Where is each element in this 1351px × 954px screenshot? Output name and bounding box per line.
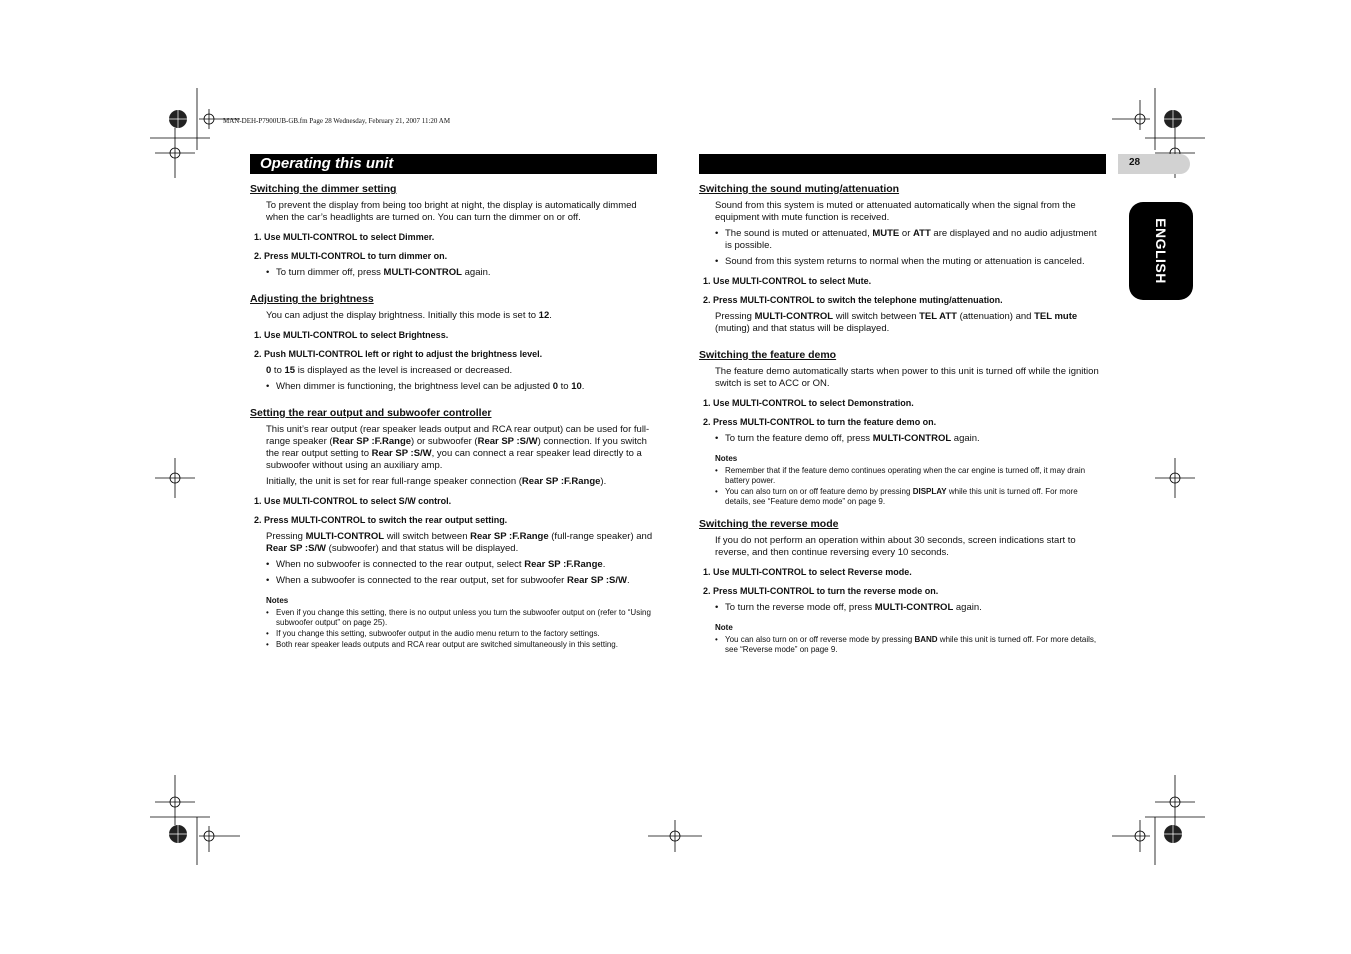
right-header-bar	[699, 154, 1106, 174]
mute-intro: Sound from this system is muted or attenuated automatically when the signal from the equipment with mute function is received.	[715, 200, 1076, 223]
rear-step-2: 2. Press MULTI-CONTROL to switch the rear output setting.	[254, 515, 508, 525]
mute-bullet-2: • Sound from this system returns to normal when the muting or attenuation is canceled.	[715, 256, 1101, 268]
dimmer-intro: To prevent the display from being too bright at night, the display is automatically dimmed when the car’s headlights are turned on. You can turn the dimmer on or off.	[266, 200, 637, 223]
rear-heading: Setting the rear output and subwoofer controller	[250, 407, 492, 419]
brightness-intro: You can adjust the display brightness. Initially this mode is set to 12.	[266, 310, 552, 321]
language-tab	[1129, 202, 1193, 300]
mute-step-1: 1. Use MULTI-CONTROL to select Mute.	[703, 276, 872, 286]
brightness-heading: Adjusting the brightness	[250, 293, 374, 305]
rear-bullet-1: • When no subwoofer is connected to the rear output, select Rear SP :F.Range.	[266, 559, 660, 571]
mute-bullet-1: • The sound is muted or attenuated, MUTE or ATT are displayed and no audio adjustment is possible.	[715, 228, 1101, 252]
reverse-bullet: • To turn the reverse mode off, press MULTI-CONTROL again.	[715, 602, 1101, 614]
reverse-note-heading: Note	[715, 623, 733, 632]
dimmer-heading: Switching the dimmer setting	[250, 183, 397, 195]
rear-note: • Even if you change this setting, there is no output unless you turn the subwoofer output on (refer to “Using subwoofer output” on page 25).	[266, 608, 660, 628]
rear-notes-heading: Notes	[266, 596, 289, 605]
brightness-step-2: 2. Push MULTI-CONTROL left or right to adjust the brightness level.	[254, 349, 543, 359]
dimmer-step-1: 1. Use MULTI-CONTROL to select Dimmer.	[254, 232, 435, 242]
demo-heading: Switching the feature demo	[699, 349, 837, 361]
page-number: 28	[1129, 157, 1141, 168]
language-label: ENGLISH	[1153, 218, 1169, 284]
file-info-line: MAN-DEH-P7900UB-GB.fm Page 28 Wednesday, February 21, 2007 11:20 AM	[223, 117, 451, 125]
rear-paragraph-1: This unit’s rear output (rear speaker leads output and RCA rear output) can be used for full-range speaker (Rear SP :F.Range) or subwoofer (Rear SP :S/W) connection. If you switch the rear output setting to Rear SP :S/W, you can connect a rear speaker lead directly to a subwoofer without using an auxiliary amp.	[266, 424, 650, 471]
reverse-step-1: 1. Use MULTI-CONTROL to select Reverse mode.	[703, 567, 912, 577]
demo-step-2: 2. Press MULTI-CONTROL to turn the feature demo on.	[703, 417, 937, 427]
demo-notes-heading: Notes	[715, 454, 738, 463]
reverse-note: • You can also turn on or off reverse mode by pressing BAND while this unit is turned off. For more details, see “Reverse mode” on page 9.	[715, 635, 1101, 655]
rear-note: • Both rear speaker leads outputs and RCA rear output are switched simultaneously in this setting.	[266, 640, 660, 650]
mute-paragraph: Pressing MULTI-CONTROL will switch between TEL ATT (attenuation) and TEL mute (muting) and that status will be displayed.	[715, 311, 1078, 334]
rear-paragraph-2: Initially, the unit is set for rear full-range speaker connection (Rear SP :F.Range).	[266, 476, 607, 487]
dimmer-step-2: 2. Press MULTI-CONTROL to turn dimmer on.	[254, 251, 448, 261]
brightness-step-1: 1. Use MULTI-CONTROL to select Brightness.	[254, 330, 449, 340]
demo-bullet: • To turn the feature demo off, press MULTI-CONTROL again.	[715, 433, 1101, 445]
reverse-intro: If you do not perform an operation within about 30 seconds, screen indications start to reverse, and then continue reversing every 10 seconds.	[715, 535, 1076, 558]
rear-note: • If you change this setting, subwoofer output in the audio menu return to the factory settings.	[266, 629, 660, 639]
rear-bullet-2: • When a subwoofer is connected to the rear output, set for subwoofer Rear SP :S/W.	[266, 575, 660, 587]
rear-paragraph-3: Pressing MULTI-CONTROL will switch between Rear SP :F.Range (full-range speaker) and Rear SP :S/W (subwoofer) and that status will be displayed.	[266, 531, 653, 554]
brightness-bullet: • When dimmer is functioning, the brightness level can be adjusted 0 to 10.	[266, 381, 660, 393]
page-number-tab	[1118, 154, 1190, 174]
right-column	[699, 183, 1101, 656]
section-header-bar	[250, 154, 657, 174]
left-column	[250, 183, 660, 651]
demo-step-1: 1. Use MULTI-CONTROL to select Demonstration.	[703, 398, 914, 408]
mute-step-2: 2. Press MULTI-CONTROL to switch the telephone muting/attenuation.	[703, 295, 1003, 305]
mute-heading: Switching the sound muting/attenuation	[699, 183, 900, 195]
dimmer-bullet: • To turn dimmer off, press MULTI-CONTROL again.	[266, 267, 660, 279]
section-title: Operating this unit	[260, 155, 394, 172]
rear-step-1: 1. Use MULTI-CONTROL to select S/W control.	[254, 496, 452, 506]
demo-note-2: • You can also turn on or off feature demo by pressing DISPLAY while this unit is turned off. For more details, see “Feature demo mode” on page 9.	[715, 487, 1101, 507]
reverse-step-2: 2. Press MULTI-CONTROL to turn the reverse mode on.	[703, 586, 939, 596]
demo-intro: The feature demo automatically starts when power to this unit is turned off while the ignition switch is set to ACC or ON.	[715, 366, 1099, 389]
demo-note-1: • Remember that if the feature demo continues operating when the car engine is turned off, it may drain battery power.	[715, 466, 1101, 486]
reverse-heading: Switching the reverse mode	[699, 518, 839, 530]
brightness-range: 0 to 15 is displayed as the level is increased or decreased.	[266, 365, 513, 376]
